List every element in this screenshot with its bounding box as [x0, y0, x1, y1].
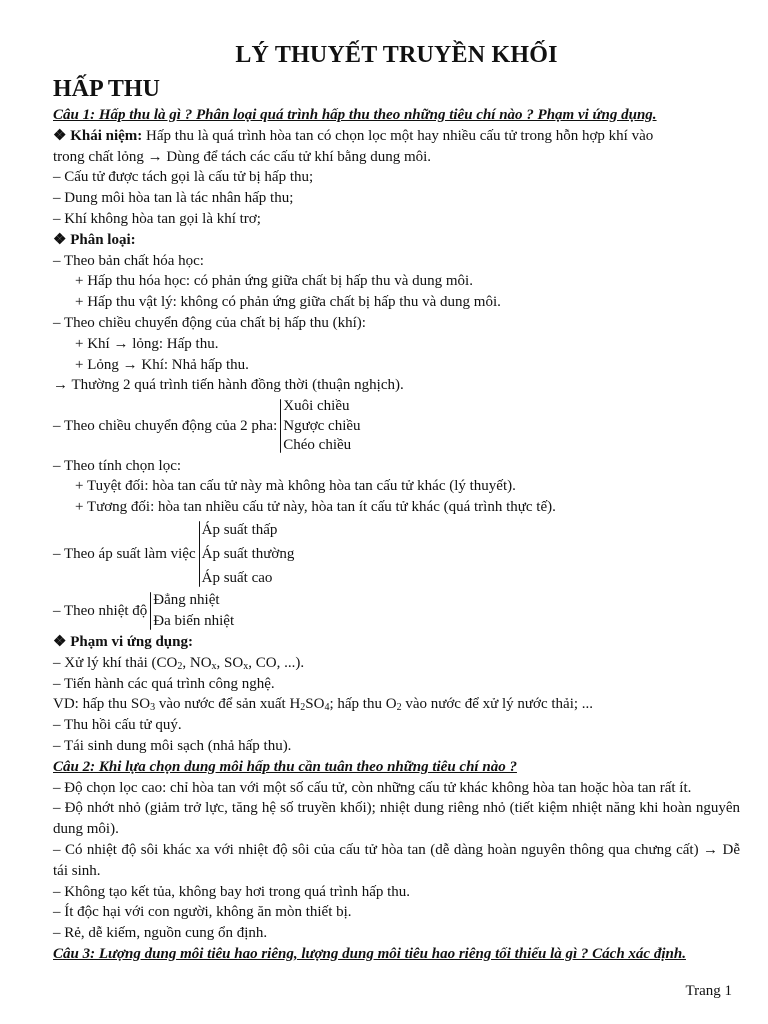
definition-line [53, 126, 740, 147]
brace-icon [150, 592, 151, 630]
text-line: – Dung môi hòa tan là tác nhân hấp thu; [53, 190, 294, 207]
page-number: Trang 1 [685, 983, 732, 999]
text-line: + Khí → lỏng: Hấp thu. [75, 335, 219, 352]
question-2: Câu 2: Khi lựa chọn dung môi hấp thu cần tuân theo những tiêu chí nào ? [53, 758, 517, 775]
text-fragment: – Xử lý khí thải (CO [53, 654, 178, 671]
text-line: – Cấu tử được tách gọi là cấu tử bị hấp thu; [53, 169, 314, 186]
application-heading: ❖ Phạm vi ứng dụng: [53, 634, 193, 651]
text-fragment: vào nước để sản xuất H [155, 696, 301, 713]
text-line: – Rẻ, dễ kiếm, nguồn cung ổn định. [53, 925, 268, 942]
subscript: x [211, 660, 217, 672]
subscript: 4 [324, 702, 330, 714]
text-fragment: SO [305, 696, 325, 713]
option-item: Đa biến nhiệt [153, 613, 235, 630]
option-item: Đẳng nhiệt [153, 592, 220, 609]
text-line: + Tương đối: hòa tan nhiều cấu tử này, hòa tan ít cấu tử khác (quá trình thực tế). [75, 499, 556, 516]
text-fragment: VD: hấp thu SO [53, 696, 151, 713]
subscript: x [243, 660, 249, 672]
text-line: + Tuyệt đối: hòa tan cấu tử này mà không hòa tan cấu tử khác (lý thuyết). [75, 478, 516, 495]
text-line: + Hấp thu hóa học: có phản ứng giữa chất bị hấp thu và dung môi. [75, 273, 473, 290]
text-line: – Độ chọn lọc cao: chỉ hòa tan với một số cấu tử, còn những cấu tử khác không hòa tan hoặc hòa tan rất ít. [53, 779, 692, 796]
section-heading: HẤP THU [53, 76, 160, 102]
text-fragment: , NO [182, 654, 212, 671]
option-item: Áp suất thường [201, 546, 295, 563]
subscript: 2 [177, 660, 183, 672]
text-line: – Có nhiệt độ sôi khác xa với nhiệt độ sôi của cấu tử hòa tan (dễ dàng hoàn nguyên thông qua chưng cất) → Dễ tái sinh. [53, 842, 740, 879]
option-item: Chéo chiều [283, 437, 352, 454]
text-line: – Khí không hòa tan gọi là khí trơ; [53, 210, 261, 227]
phase-direction-label: – Theo chiều chuyển động của 2 pha: [53, 417, 278, 434]
text-line: → Thường 2 quá trình tiến hành đồng thời (thuận nghịch). [53, 377, 404, 394]
classification-heading: ❖ Phân loại: [53, 231, 136, 248]
brace-icon [280, 399, 281, 453]
temperature-label: – Theo nhiệt độ [53, 602, 148, 619]
text-line: – Theo chiều chuyển động của chất bị hấp thu (khí): [53, 314, 366, 331]
text-line: – Theo tính chọn lọc: [53, 457, 182, 474]
subscript: 2 [396, 702, 402, 714]
definition-text-2: trong chất lỏng → Dùng để tách các cấu tử khí bằng dung môi. [53, 148, 432, 165]
subscript: 2 [300, 702, 306, 714]
text-line: + Lỏng → Khí: Nhả hấp thu. [75, 356, 249, 373]
document-title: LÝ THUYẾT TRUYỀN KHỐI [235, 42, 558, 68]
text-line [53, 653, 740, 674]
text-line: – Ít độc hại với con người, không ăn mòn thiết bị. [53, 904, 352, 921]
text-fragment: vào nước để xử lý nước thải; ... [401, 696, 594, 713]
brace-icon [199, 521, 200, 587]
text-line: – Tái sinh dung môi sạch (nhả hấp thu). [53, 738, 292, 755]
temperature-group [53, 590, 740, 632]
definition-text: Hấp thu là quá trình hòa tan có chọn lọc một hay nhiều cấu tử trong hỗn hợp khí vào [142, 127, 654, 144]
option-item: Ngược chiều [283, 417, 361, 434]
text-line: – Không tạo kết tủa, không bay hơi trong quá trình hấp thu. [53, 883, 411, 900]
question-3: Câu 3: Lượng dung môi tiêu hao riêng, lượng dung môi tiêu hao riêng tối thiểu là gì ? Cách xác định. [53, 946, 686, 962]
question-1: Câu 1: Hấp thu là gì ? Phân loại quá trình hấp thu theo những tiêu chí nào ? Phạm vi ứng dụng. [53, 107, 657, 123]
pressure-group [53, 518, 740, 590]
option-item: Xuôi chiều [283, 398, 350, 415]
text-fragment: , SO [216, 654, 244, 671]
option-item: Áp suất cao [201, 570, 273, 587]
text-fragment: , CO, ...). [248, 654, 305, 671]
text-line: – Thu hồi cấu tử quý. [53, 717, 182, 734]
document-body [53, 38, 740, 965]
text-line [53, 694, 740, 715]
pressure-label: – Theo áp suất làm việc [53, 545, 196, 562]
text-line: – Theo bản chất hóa học: [53, 252, 204, 269]
subscript: 3 [150, 702, 156, 714]
text-line: – Tiến hành các quá trình công nghệ. [53, 675, 275, 692]
text-fragment: ; hấp thu O [329, 696, 397, 713]
phase-direction-group [53, 397, 740, 456]
text-line: – Độ nhớt nhỏ (giảm trở lực, tăng hệ số truyền khối); nhiệt dung riêng nhỏ (tiết kiệm nhiệt năng khi hoàn nguyên dung môi). [53, 800, 740, 838]
option-item: Áp suất thấp [201, 522, 278, 539]
definition-heading: ❖ Khái niệm: [53, 127, 143, 144]
text-line: + Hấp thu vật lý: không có phản ứng giữa chất bị hấp thu và dung môi. [75, 294, 501, 311]
